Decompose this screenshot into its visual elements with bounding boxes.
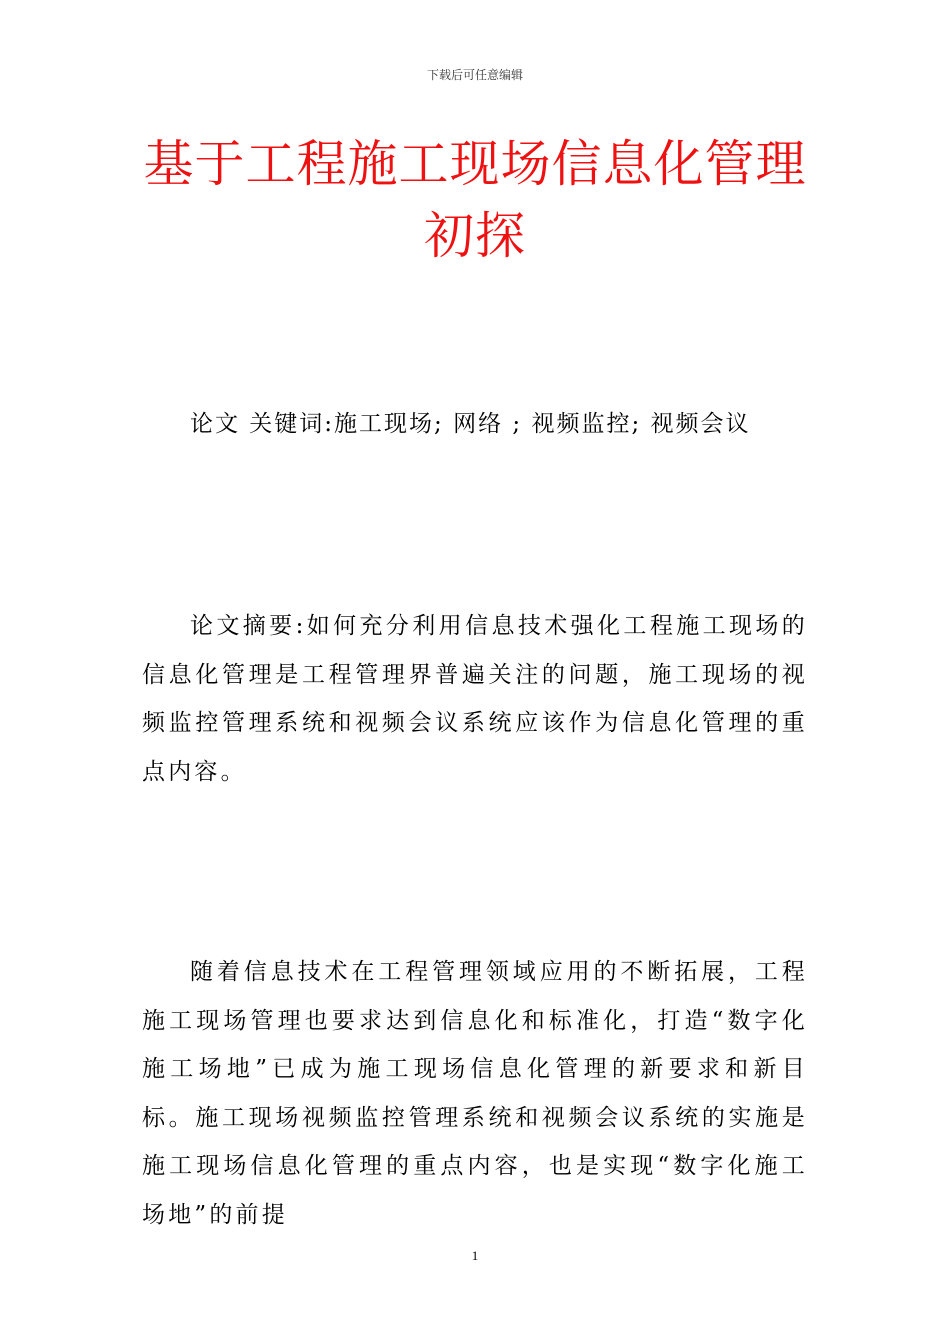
header-note: 下载后可任意编辑 bbox=[426, 68, 523, 82]
keywords-line: 论文 关键词:施工现场; 网络 ; 视频监控; 视频会议 bbox=[190, 411, 751, 437]
page-number: 1 bbox=[471, 1248, 479, 1263]
body-paragraph: 随着信息技术在工程管理领域应用的不断拓展，工程施工现场管理也要求达到信息化和标准化，打造“数字化施工场地”已成为施工现场信息化管理的新要求和新目标。施工现场视频监控管理系统和视频会议系统的实施是施工现场信息化管理的重点内容，也是实现“数字化施工场地”的前提 bbox=[142, 959, 808, 1228]
abstract-paragraph: 论文摘要:如何充分利用信息技术强化工程施工现场的信息化管理是工程管理界普遍关注的问题，施工现场的视频监控管理系统和视频会议系统应该作为信息化管理的重点内容。 bbox=[142, 613, 808, 785]
document-title: 基于工程施工现场信息化管理初探 bbox=[143, 135, 807, 265]
